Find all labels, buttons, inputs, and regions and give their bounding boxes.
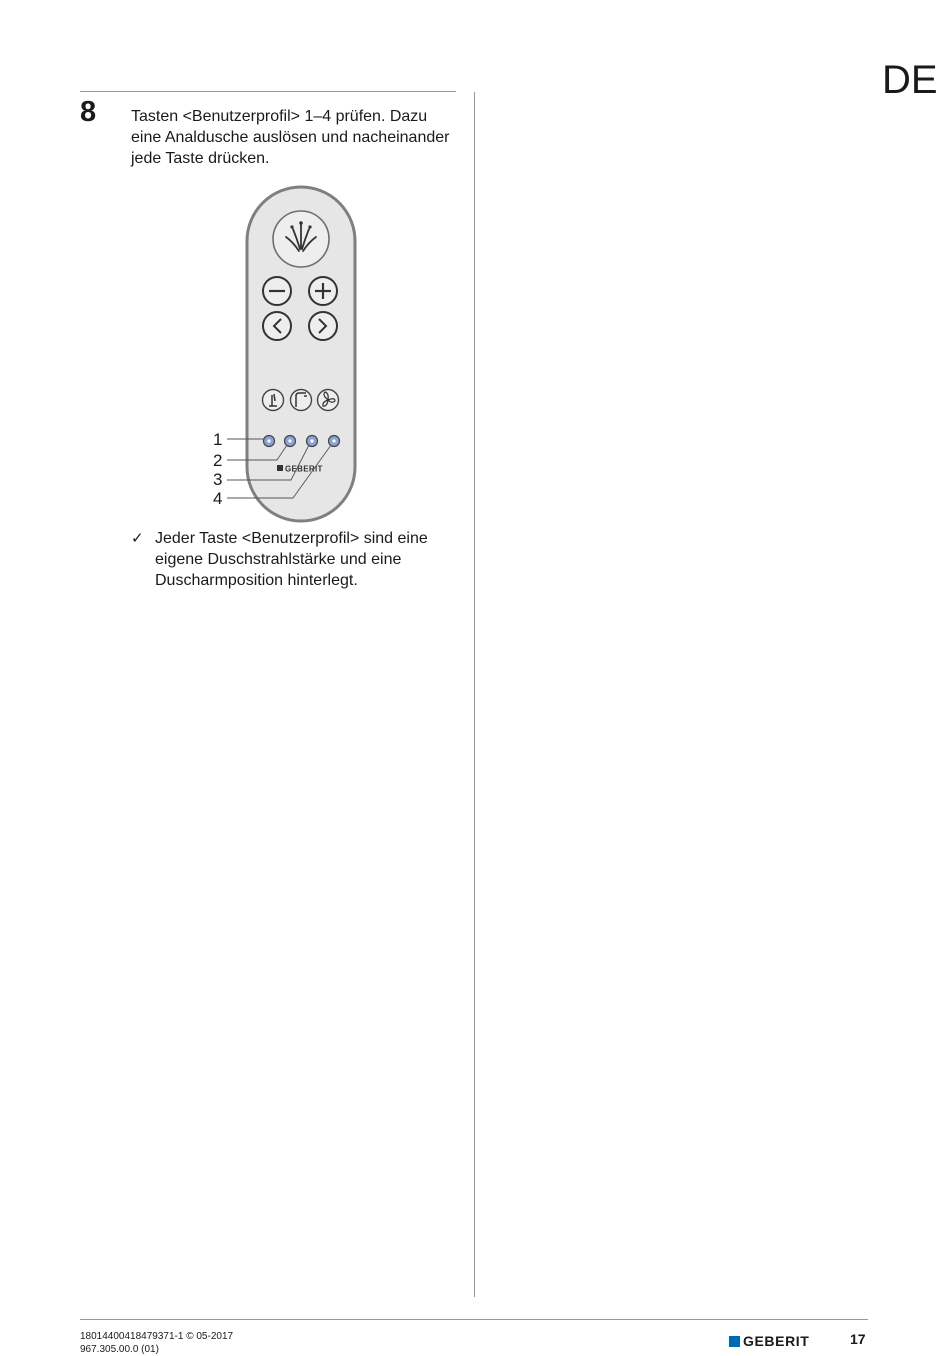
fan-icon bbox=[318, 390, 339, 411]
step-instruction: Tasten <Benutzerprofil> 1–4 prüfen. Dazu eine Analdusche auslösen und nacheinander jede Taste drücken. bbox=[131, 108, 450, 167]
chevron-right-icon bbox=[309, 312, 337, 340]
column-divider bbox=[474, 92, 475, 1297]
chevron-left-icon bbox=[263, 312, 291, 340]
callout-3: 3 bbox=[213, 470, 223, 489]
document-id: 18014400418479371-1 © 05-2017 bbox=[80, 1331, 234, 1342]
callout-2: 2 bbox=[213, 451, 223, 470]
top-rule bbox=[80, 91, 456, 92]
checkmark-icon: ✓ bbox=[131, 529, 144, 547]
remote-control-figure bbox=[200, 185, 370, 525]
callout-1: 1 bbox=[213, 430, 223, 449]
callout-4: 4 bbox=[213, 489, 223, 508]
footer-rule bbox=[80, 1319, 868, 1320]
brand-logo bbox=[729, 1333, 809, 1349]
result-text: Jeder Taste <Benutzerprofil> sind eine eigene Duschstrahlstärke und eine Duscharmposition hinterlegt. bbox=[155, 530, 428, 589]
page-number: 17 bbox=[850, 1331, 866, 1347]
lady-shower-icon bbox=[263, 390, 284, 411]
brand-name: GEBERIT bbox=[743, 1333, 810, 1349]
result-note bbox=[131, 528, 451, 591]
language-tag: DE bbox=[882, 58, 938, 102]
step-number: 8 bbox=[80, 96, 97, 128]
brand-square-icon bbox=[729, 1336, 740, 1347]
remote-logo-text: GEBERIT bbox=[285, 464, 323, 474]
wand-icon bbox=[291, 390, 312, 411]
shower-spray-icon bbox=[273, 211, 329, 267]
document-code: 967.305.00.0 (01) bbox=[80, 1344, 159, 1355]
plus-icon bbox=[309, 277, 337, 305]
minus-icon bbox=[263, 277, 291, 305]
remote-control-illustration bbox=[200, 185, 370, 525]
remote-logo-square bbox=[277, 465, 283, 471]
